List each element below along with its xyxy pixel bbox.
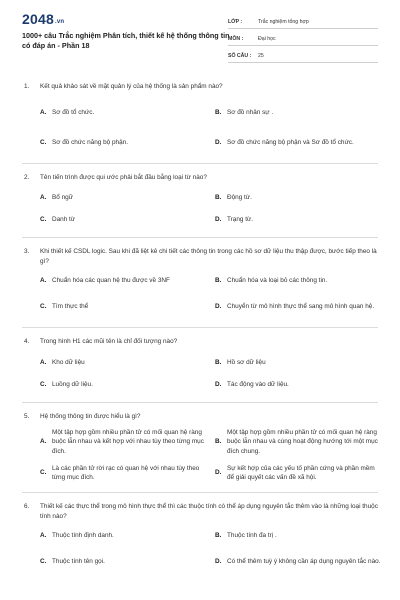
question-1 bbox=[0, 72, 400, 153]
question-text: Hệ thống thông tin được hiểu là gì? bbox=[40, 412, 141, 420]
option-letter: B. bbox=[215, 532, 222, 540]
question-text: Thiết kế các thực thể trong mô hình thực thể thì các thuộc tính có thể áp dụng nguyên tắc thêm vào là những loại thuộc tính nào? bbox=[40, 503, 378, 520]
question-3 bbox=[0, 238, 400, 317]
option-c[interactable] bbox=[40, 134, 215, 153]
option-text: Bổ ngữ bbox=[52, 194, 73, 202]
option-b[interactable] bbox=[215, 427, 390, 457]
option-text: Thuộc tính tên gọi. bbox=[52, 558, 105, 566]
meta-row-subject bbox=[228, 29, 378, 46]
option-text: Thuộc tính đa trị . bbox=[227, 532, 277, 540]
option-text: Chuyển từ mô hình thực thể sang mô hình quan hệ. bbox=[227, 303, 375, 311]
option-letter: C. bbox=[40, 139, 47, 147]
option-a[interactable] bbox=[40, 528, 215, 544]
option-c[interactable] bbox=[40, 378, 215, 392]
meta-value: Trắc nghiệm tổng hợp bbox=[258, 19, 309, 25]
question-5 bbox=[0, 403, 400, 484]
question-list bbox=[0, 72, 400, 572]
option-text: Thuộc tính định danh. bbox=[52, 532, 114, 540]
option-c[interactable] bbox=[40, 213, 215, 227]
option-text: Động từ. bbox=[227, 194, 252, 202]
option-text: Hồ sơ dữ liệu bbox=[227, 358, 266, 366]
header bbox=[0, 0, 400, 70]
option-letter: C. bbox=[40, 216, 47, 224]
option-text: Luồng dữ liệu. bbox=[52, 380, 93, 388]
meta-label: LỚP : bbox=[228, 19, 243, 25]
meta-row-count bbox=[228, 46, 378, 63]
question-number: 2. bbox=[24, 173, 30, 181]
option-text: Một tập hợp gồm nhiều phần tử có mối quan hệ ràng buộc lẫn nhau và cùng hoạt động hướng tới một mục đích chung. bbox=[227, 428, 378, 455]
option-letter: B. bbox=[215, 358, 222, 366]
option-a[interactable] bbox=[40, 427, 215, 457]
option-letter: B. bbox=[215, 194, 222, 202]
meta-table bbox=[228, 12, 378, 63]
option-d[interactable] bbox=[215, 463, 390, 483]
logo-suffix: .vn bbox=[54, 19, 65, 25]
option-text: Sự kết hợp của các yếu tố phần cứng và phần mềm để giải quyết các vấn đề xã hội. bbox=[227, 464, 375, 481]
option-letter: D. bbox=[215, 303, 222, 311]
option-text: Một tập hợp gồm nhiều phần tử có mối quan hệ ràng buộc lẫn nhau và kết hợp với nhau tùy theo từng mục đích. bbox=[52, 428, 204, 455]
option-text: Danh từ bbox=[52, 216, 76, 224]
option-letter: B. bbox=[215, 277, 222, 285]
option-letter: A. bbox=[40, 358, 47, 366]
question-text: Tên tiến trình được qui ước phải bắt đầu bằng loại từ nào? bbox=[40, 173, 207, 181]
document-title: 1000+ câu Trắc nghiệm Phân tích, thiết kế hệ thống thông tin có đáp án - Phần 18 bbox=[22, 31, 230, 50]
option-letter: B. bbox=[215, 108, 222, 116]
option-d[interactable] bbox=[215, 297, 390, 317]
option-letter: D. bbox=[215, 380, 222, 388]
question-text: Trong hình H1 các mũi tên là chỉ đối tượng nào? bbox=[40, 338, 178, 345]
option-c[interactable] bbox=[40, 297, 215, 317]
option-text: Chuẩn hóa các quan hệ thu được về 3NF bbox=[52, 277, 170, 285]
option-b[interactable] bbox=[215, 191, 390, 205]
meta-value: 25 bbox=[258, 53, 264, 59]
meta-value: Đại học bbox=[258, 36, 276, 42]
option-text: Là các phần tử rời rạc có quan hệ với nhau tùy theo từng mục đích. bbox=[52, 464, 200, 481]
question-text: Kết quả khảo sát về mặt quản lý của hệ thống là sản phẩm nào? bbox=[40, 83, 223, 90]
option-letter: A. bbox=[40, 277, 47, 285]
option-letter: A. bbox=[40, 108, 47, 116]
option-c[interactable] bbox=[40, 463, 215, 483]
option-a[interactable] bbox=[40, 104, 215, 122]
option-letter: D. bbox=[215, 469, 222, 477]
site-logo[interactable] bbox=[22, 11, 64, 27]
question-text: Khi thiết kế CSDL logic. Sau khi đã liệt kê chi tiết các thông tin trong các hồ sơ dữ liệu thu thập được, bước tiếp theo là gì? bbox=[40, 248, 377, 265]
question-number: 4. bbox=[24, 338, 30, 345]
option-text: Trạng từ. bbox=[227, 216, 254, 224]
option-text: Có thể thêm tuỳ ý không cần áp dụng nguyên tắc nào. bbox=[227, 558, 381, 566]
option-text: Sơ đồ tổ chức. bbox=[52, 108, 95, 116]
option-letter: C. bbox=[40, 469, 47, 477]
option-letter: B. bbox=[215, 438, 222, 446]
option-letter: C. bbox=[40, 380, 47, 388]
option-d[interactable] bbox=[215, 134, 390, 153]
option-text: Sơ đồ chức năng bộ phận và Sơ đồ tổ chức. bbox=[227, 139, 354, 147]
question-2 bbox=[0, 164, 400, 228]
option-b[interactable] bbox=[215, 104, 390, 122]
option-b[interactable] bbox=[215, 528, 390, 544]
option-letter: C. bbox=[40, 558, 47, 566]
logo-main: 2048 bbox=[22, 11, 54, 27]
option-b[interactable] bbox=[215, 356, 390, 370]
question-6 bbox=[0, 493, 400, 572]
option-b[interactable] bbox=[215, 273, 390, 289]
option-letter: D. bbox=[215, 558, 222, 566]
question-4 bbox=[0, 328, 400, 392]
option-a[interactable] bbox=[40, 191, 215, 205]
option-text: Tác động vào dữ liệu. bbox=[227, 380, 289, 388]
option-c[interactable] bbox=[40, 552, 215, 572]
option-letter: A. bbox=[40, 532, 47, 540]
meta-label: MÔN : bbox=[228, 36, 244, 42]
question-number: 5. bbox=[24, 412, 30, 420]
option-d[interactable] bbox=[215, 213, 390, 227]
option-letter: A. bbox=[40, 194, 47, 202]
option-text: Sơ đồ nhân sự . bbox=[227, 108, 274, 116]
option-a[interactable] bbox=[40, 273, 215, 289]
option-text: Kho dữ liệu bbox=[52, 358, 85, 366]
option-letter: D. bbox=[215, 139, 222, 147]
option-d[interactable] bbox=[215, 552, 390, 572]
question-number: 6. bbox=[24, 503, 30, 510]
question-number: 1. bbox=[24, 83, 30, 90]
option-text: Chuẩn hóa và loại bỏ các thông tin. bbox=[227, 277, 328, 285]
meta-label: SỐ CÂU : bbox=[228, 53, 252, 59]
option-letter: A. bbox=[40, 438, 47, 446]
option-text: Sơ đồ chức năng bộ phận. bbox=[52, 139, 128, 147]
option-a[interactable] bbox=[40, 356, 215, 370]
option-d[interactable] bbox=[215, 378, 390, 392]
question-number: 3. bbox=[24, 248, 30, 255]
option-text: Tìm thực thể bbox=[52, 303, 89, 311]
option-letter: C. bbox=[40, 303, 47, 311]
meta-row-class bbox=[228, 12, 378, 29]
option-letter: D. bbox=[215, 216, 222, 224]
